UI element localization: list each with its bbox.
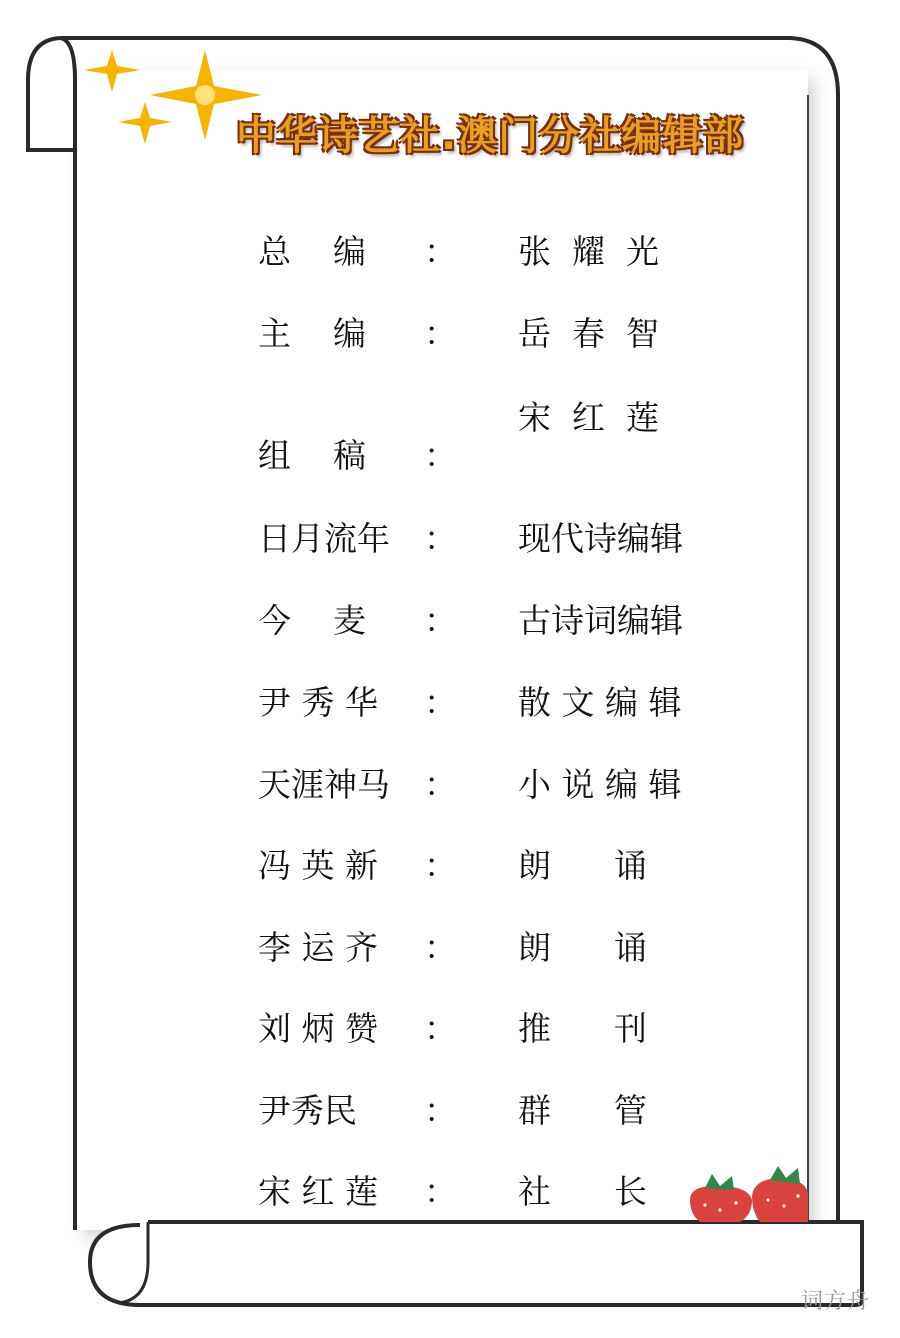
staff-row	[0, 519, 900, 579]
staff-colon: ：	[424, 519, 457, 558]
staff-row	[0, 314, 900, 374]
staff-role-label: 组 稿	[258, 436, 366, 475]
staff-name-value: 小 说 编 辑	[518, 765, 682, 804]
staff-role-label: 冯 英 新	[258, 846, 378, 885]
staff-name-value: 散 文 编 辑	[518, 683, 682, 722]
staff-colon: ：	[424, 601, 457, 640]
staff-colon: ：	[424, 765, 457, 804]
staff-row	[0, 232, 900, 292]
staff-row	[0, 398, 900, 496]
staff-row	[0, 1009, 900, 1069]
staff-name-value: 社 长	[518, 1172, 647, 1211]
staff-row	[0, 601, 900, 661]
staff-colon: ：	[424, 436, 457, 475]
staff-role-label: 主 编	[258, 314, 366, 353]
staff-row	[0, 928, 900, 988]
staff-colon: ：	[424, 1091, 457, 1130]
staff-colon: ：	[424, 683, 457, 722]
staff-row	[0, 1172, 900, 1232]
staff-colon: ：	[424, 928, 457, 967]
watermark: 词方舟	[800, 1289, 870, 1314]
staff-colon: ：	[424, 1009, 457, 1048]
page-title: 中华诗艺社.澳门分社编辑部	[236, 113, 745, 159]
staff-role-label: 宋 红 莲	[258, 1172, 378, 1211]
staff-row	[0, 846, 900, 906]
staff-role-label: 尹秀民	[258, 1091, 357, 1130]
staff-name-value: 朗 诵	[518, 846, 647, 885]
staff-role-label: 总 编	[258, 232, 366, 271]
staff-role-label: 尹 秀 华	[258, 683, 378, 722]
staff-name-value: 群 管	[518, 1091, 647, 1130]
staff-role-label: 天涯神马	[258, 765, 390, 804]
staff-name-value: 宋 红 莲	[518, 398, 659, 437]
staff-role-label: 刘 炳 赞	[258, 1009, 378, 1048]
staff-role-label: 李 运 齐	[258, 928, 378, 967]
staff-name-value: 现代诗编辑	[518, 519, 683, 558]
staff-role-label: 今 麦	[258, 601, 366, 640]
staff-row	[0, 1091, 900, 1151]
staff-colon: ：	[424, 1172, 457, 1211]
staff-name-value: 岳 春 智	[518, 314, 659, 353]
staff-row	[0, 765, 900, 825]
staff-name-value: 古诗词编辑	[518, 601, 683, 640]
staff-colon: ：	[424, 232, 457, 271]
staff-colon: ：	[424, 846, 457, 885]
staff-colon: ：	[424, 314, 457, 353]
staff-name-value: 张 耀 光	[518, 232, 659, 271]
staff-role-label: 日月流年	[258, 519, 390, 558]
staff-name-value: 推 刊	[518, 1009, 647, 1048]
staff-row	[0, 683, 900, 743]
staff-name-value: 朗 诵	[518, 928, 647, 967]
